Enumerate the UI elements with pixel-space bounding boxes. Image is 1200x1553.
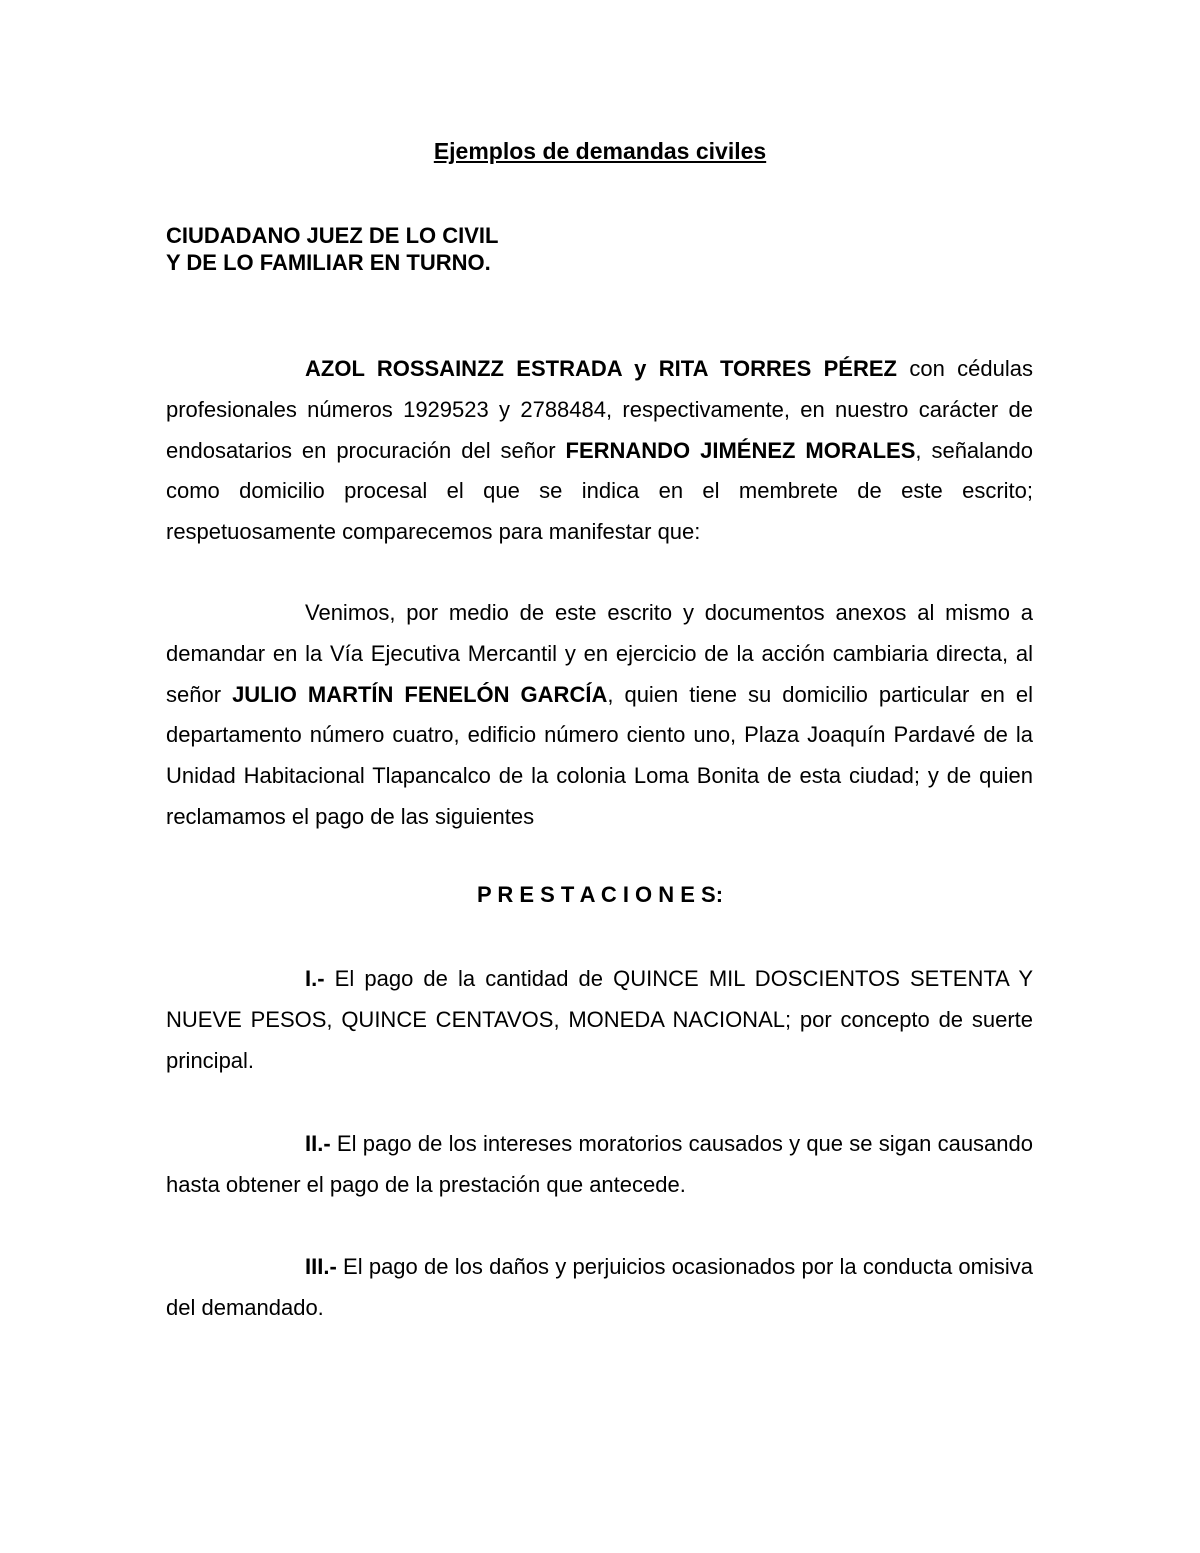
document-title: Ejemplos de demandas civiles <box>433 138 767 164</box>
prestacion-numeral: I.- <box>305 966 325 991</box>
addressee-line-2: Y DE LO FAMILIAR EN TURNO. <box>166 250 491 275</box>
prestacion-text: El pago de los intereses moratorios causados y que se sigan causando hasta obtener el pago de la prestación que antecede. <box>166 1131 1033 1197</box>
attorneys-names: AZOL ROSSAINZZ ESTRADA y RITA TORRES PÉREZ <box>305 356 897 381</box>
claim-text-b: , quien tiene su domicilio particular en el departamento número cuatro, edificio número ciento uno, Plaza Joaquín Pardavé de la Unidad Habitacional Tlapancalco de la colonia Loma Bonita de esta ciudad; y de quien reclamamos el pago de las siguientes <box>166 681 1033 829</box>
intro-paragraph <box>166 349 1033 553</box>
prestacion-text: El pago de los daños y perjuicios ocasionados por la conducta omisiva del demandado. <box>166 1254 1033 1320</box>
prestacion-item <box>166 1124 1033 1206</box>
client-name: FERNANDO JIMÉNEZ MORALES <box>565 437 916 463</box>
defendant-name: JULIO MARTÍN FENELÓN GARCÍA <box>232 681 608 707</box>
intro-text-a: con cédulas profesionales números 1929523 y 2788484, respectivamente, en nuestro carácter de endosatarios en procuración del señor <box>166 356 1033 463</box>
claim-text-a: Venimos, por medio de este escrito y documentos anexos al mismo a demandar en la Vía Ejecutiva Mercantil y en ejercicio de la acción cambiaria directa, al señor <box>166 600 1033 707</box>
addressee-block <box>166 222 498 276</box>
prestacion-numeral: III.- <box>305 1254 337 1279</box>
prestaciones-heading: P R E S T A C I O N E S: <box>476 882 724 907</box>
addressee-line-1: CIUDADANO JUEZ DE LO CIVIL <box>166 223 499 248</box>
prestacion-item <box>166 1247 1033 1329</box>
prestacion-item <box>166 959 1033 1081</box>
intro-text-b: , señalando como domicilio procesal el que se indica en el membrete de este escrito; respetuosamente comparecemos para manifestar que: <box>166 437 1033 545</box>
claim-paragraph <box>166 593 1033 838</box>
prestacion-numeral: II.- <box>305 1131 331 1156</box>
prestacion-text: El pago de la cantidad de QUINCE MIL DOSCIENTOS SETENTA Y NUEVE PESOS, QUINCE CENTAVOS, MONEDA NACIONAL; por concepto de suerte principal. <box>166 966 1033 1073</box>
